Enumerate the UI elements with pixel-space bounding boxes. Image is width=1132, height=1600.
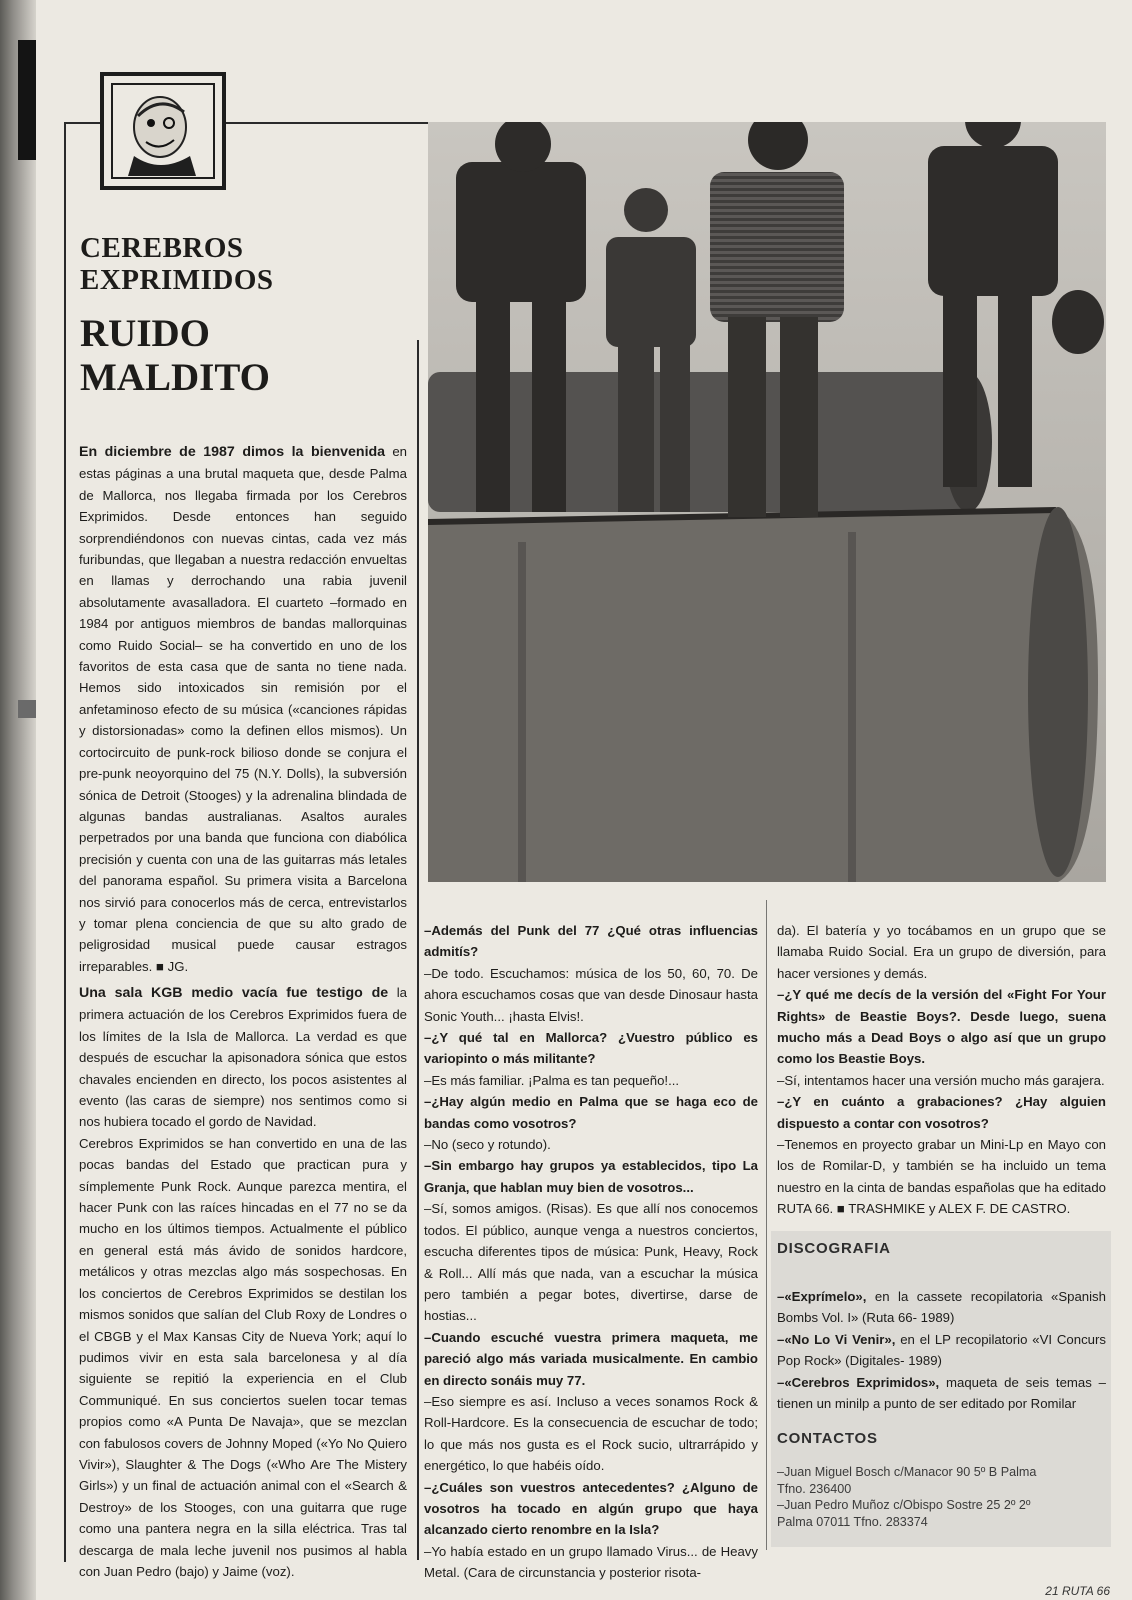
article-credits: ■ TRASHMIKE y ALEX F. DE CASTRO. bbox=[836, 1201, 1071, 1217]
contactos-heading: CONTACTOS bbox=[777, 1430, 878, 1447]
intro-signoff: ■ JG. bbox=[155, 958, 189, 974]
kicker-line-1: CEREBROS bbox=[80, 232, 244, 264]
discography-item bbox=[777, 1372, 1106, 1415]
page-folio: 21 RUTA 66 bbox=[1045, 1584, 1110, 1598]
caricature-logo-icon bbox=[100, 72, 226, 190]
interview-column-3 bbox=[777, 920, 1106, 1220]
interview-answer: –Sí, somos amigos. (Risas). Es que allí nos conocemos todos. El público, aunque venga a nuestros conciertos, escucha diferentes tipos de música: Punk, Heavy, Rock & Roll... Allí más que nada, van a escuchar la música pero también a pegar botes, divertirse, darse de hostias... bbox=[424, 1201, 758, 1324]
interview-question: –¿Y en cuánto a grabaciones? ¿Hay alguien dispuesto a contar con vosotros? bbox=[777, 1094, 1106, 1131]
interview-question: –¿Cuáles son vuestros antecedentes? ¿Alguno de vosotros ha tocado en algún grupo que haya alcanzado cierto renombre en la Isla? bbox=[424, 1479, 758, 1538]
interview-question: –¿Y qué me decís de la versión del «Fight For Your Rights» de Beastie Boys?. Desde luego, suena mucho más a Dead Boys o algo así que un grupo como los Beastie Boys. bbox=[777, 987, 1106, 1067]
article-lead: Una sala KGB medio vacía fue testigo de bbox=[79, 985, 389, 1001]
discography-item bbox=[777, 1329, 1106, 1372]
contact-line: –Juan Miguel Bosch c/Manacor 90 5º B Palma bbox=[777, 1465, 1037, 1479]
intro-lead: En diciembre de 1987 dimos la bienvenida bbox=[79, 444, 386, 460]
contact-line: Tfno. 236400 bbox=[777, 1481, 852, 1496]
interview-answer: –Sí, intentamos hacer una versión mucho más garajera. bbox=[777, 1072, 1105, 1088]
interview-answer bbox=[777, 1134, 1106, 1220]
headline-line-1: RUIDO bbox=[80, 312, 211, 355]
headline-line-2: MALDITO bbox=[80, 356, 270, 399]
article-body bbox=[79, 982, 407, 1582]
binding-mark bbox=[18, 40, 36, 160]
discografia-heading: DISCOGRAFIA bbox=[777, 1240, 891, 1257]
interview-answer-part-1: –Yo había estado en un grupo llamado Virus... de Heavy Metal. (Cara de circunstancia y posterior risota- bbox=[424, 1543, 758, 1581]
binding-mark-small bbox=[18, 700, 36, 718]
interview-answer: –De todo. Escuchamos: música de los 50, 60, 70. De ahora escuchamos cosas que van desde Dinosaur hasta Sonic Youth... ¡hasta Elvis!. bbox=[424, 965, 758, 1024]
discography-item bbox=[777, 1286, 1106, 1329]
intro-body: en estas páginas a una brutal maqueta que, desde Palma de Mallorca, nos llegaba firmada por los Cerebros Exprimidos. Desde entonces han seguido sorprendiéndonos con nuevas cintas, cada vez más furibundas, que llegaban a nuestra redacción envueltas en llamas y derrochando una rabia juvenil absolutamente avasalladora. El cuarteto –formado en 1984 por antiguos miembros de bandas mallorquinas como Ruido Social– se ha convertido en uno de los favoritos de esta casa que de santa no tiene nada. Hemos sido intoxicados sin remisión por el anfetaminoso efecto de su música («canciones rápidas y distorsionadas» como la definen ellos mismos). Un cortocircuito de punk-rock bilioso donde se conjura el pre-punk neoyorquino del 75 (N.Y. Dolls), la subversión sónica de Detroit (Stooges) y la adrenalina blindada de algunas bandas australianas. Asaltos aurales perpetrados por una banda que funciona con diabólica precisión y cuenta con una de las guitarras más letales del panorama español. Su primera visita a Barcelona nos sirvió para conocerlos más de cerca, entrevistarlos y tomar plena conciencia de que su alto grado de peligrosidad musical puede causar estragos irreparables. bbox=[79, 444, 407, 974]
band-photo bbox=[428, 122, 1106, 882]
column-rule-3 bbox=[766, 900, 767, 1550]
intro-paragraph bbox=[79, 441, 407, 977]
discography-item-title: –«No Lo Vi Venir», bbox=[777, 1331, 896, 1347]
discography-item-title: –«Cerebros Exprimidos», bbox=[777, 1374, 940, 1390]
interview-question: –Cuando escuché vuestra primera maqueta, me pareció algo más variada musicalmente. En cambio en directo sonáis muy 77. bbox=[424, 1329, 758, 1388]
interview-answer-text: –Tenemos en proyecto grabar un Mini-Lp en Mayo con los de Romilar-D, y también se ha incluido un tema nuestro en la cinta de bandas españolas que ha editado RUTA 66. bbox=[777, 1137, 1106, 1217]
discography-item-detail: en la cassete recopilatoria «Spanish Bombs Vol. I» (Ruta 66- 1989) bbox=[777, 1289, 1106, 1326]
contact-line: Palma 07011 Tfno. 283374 bbox=[777, 1514, 928, 1529]
interview-answer: –Es más familiar. ¡Palma es tan pequeño!... bbox=[424, 1072, 680, 1088]
column-rule-2 bbox=[417, 340, 419, 1560]
article-paragraph-2: Cerebros Exprimidos se han convertido en una de las pocas bandas del Estado que practican pura y símplemente Punk Rock. Aunque parezca mentira, el hacer Punk con las raíces hincadas en el 77 no se da mucho en los últimos tiempos. Actualmente el público en general está más ávido de sonidos hardcore, metálicos y otras mezclas algo más sospechosas. En los conciertos de Cerebros Exprimidos se destilan los mismos sonidos que salían del Club Roxy de Londres o el CBGB y el Max Kansas City de Nueva York; aquí lo pudimos vivir en esta sala barcelonesa y al día siguiente se repitió la experiencia en el Club Communiqué. En sus conciertos suelen tocar temas propios como «A Punta De Navaja», que se mezclan con fabulosos covers de Johnny Moped («Yo No Quiero Vivir»), Slaughter & The Dogs («Who Are The Mistery Girls») y un final de actuación animal con el «Search & Destroy» de los Stooges, con una guitarra que ruge como una pantera negra en la silla eléctrica. Tras tal descarga de mala leche juvenil nos pusimos al habla con Juan Pedro (bajo) y Jaime (voz). bbox=[79, 1135, 407, 1579]
discography-item-detail: maqueta de seis temas –tienen un minilp a punto de ser editado por Romilar bbox=[777, 1374, 1106, 1412]
interview-question: –¿Hay algún medio en Palma que se haga eco de bandas como vosotros? bbox=[424, 1094, 758, 1131]
left-column-rule bbox=[64, 122, 66, 1562]
kicker-line-2: EXPRIMIDOS bbox=[80, 264, 274, 296]
discography-list bbox=[777, 1286, 1106, 1414]
interview-answer: –Eso siempre es así. Incluso a veces sonamos Rock & Roll-Hardcore. Es la consecuencia de escuchar de todo; lo que más nos gusta es el Rock sucio, ultrarrápido y energético, lo que habéis oído. bbox=[424, 1393, 758, 1474]
contact-list bbox=[777, 1464, 1106, 1530]
article-headline bbox=[80, 312, 400, 400]
interview-question: –¿Y qué tal en Mallorca? ¿Vuestro público es variopinto o más militante? bbox=[424, 1030, 758, 1067]
discography-item-detail: en el LP recopilatorio «VI Concurs Pop Rock» (Digitales- 1989) bbox=[777, 1331, 1106, 1369]
article-paragraph-1 bbox=[79, 982, 407, 1133]
interview-column-2 bbox=[424, 920, 758, 1584]
article-kicker bbox=[80, 232, 400, 296]
contact-line: –Juan Pedro Muñoz c/Obispo Sostre 25 2º 2º bbox=[777, 1498, 1031, 1512]
interview-question: –Además del Punk del 77 ¿Qué otras influencias admitís? bbox=[424, 923, 758, 960]
interview-answer: –No (seco y rotundo). bbox=[424, 1137, 551, 1153]
page-spine-shadow bbox=[0, 0, 36, 1600]
interview-question: –Sin embargo hay grupos ya establecidos, tipo La Granja, que hablan muy bien de vosotros... bbox=[424, 1158, 758, 1195]
discography-item-title: –«Exprímelo», bbox=[777, 1289, 867, 1304]
article-p1-text: la primera actuación de los Cerebros Exprimidos fuera de los límites de la Isla de Mallorca. La verdad es que después de escuchar la apisonadora sónica que estos chavales encienden en directo, los pocos asistentes al evento (las caras de siempre) nos sentimos como si nos hubiera tocado el gordo de Navidad. bbox=[79, 985, 407, 1130]
interview-answer-part-2: da). El batería y yo tocábamos en un grupo que se llamaba Ruido Social. Era un grupo de diversión, para hacer versiones y demás. bbox=[777, 923, 1106, 981]
